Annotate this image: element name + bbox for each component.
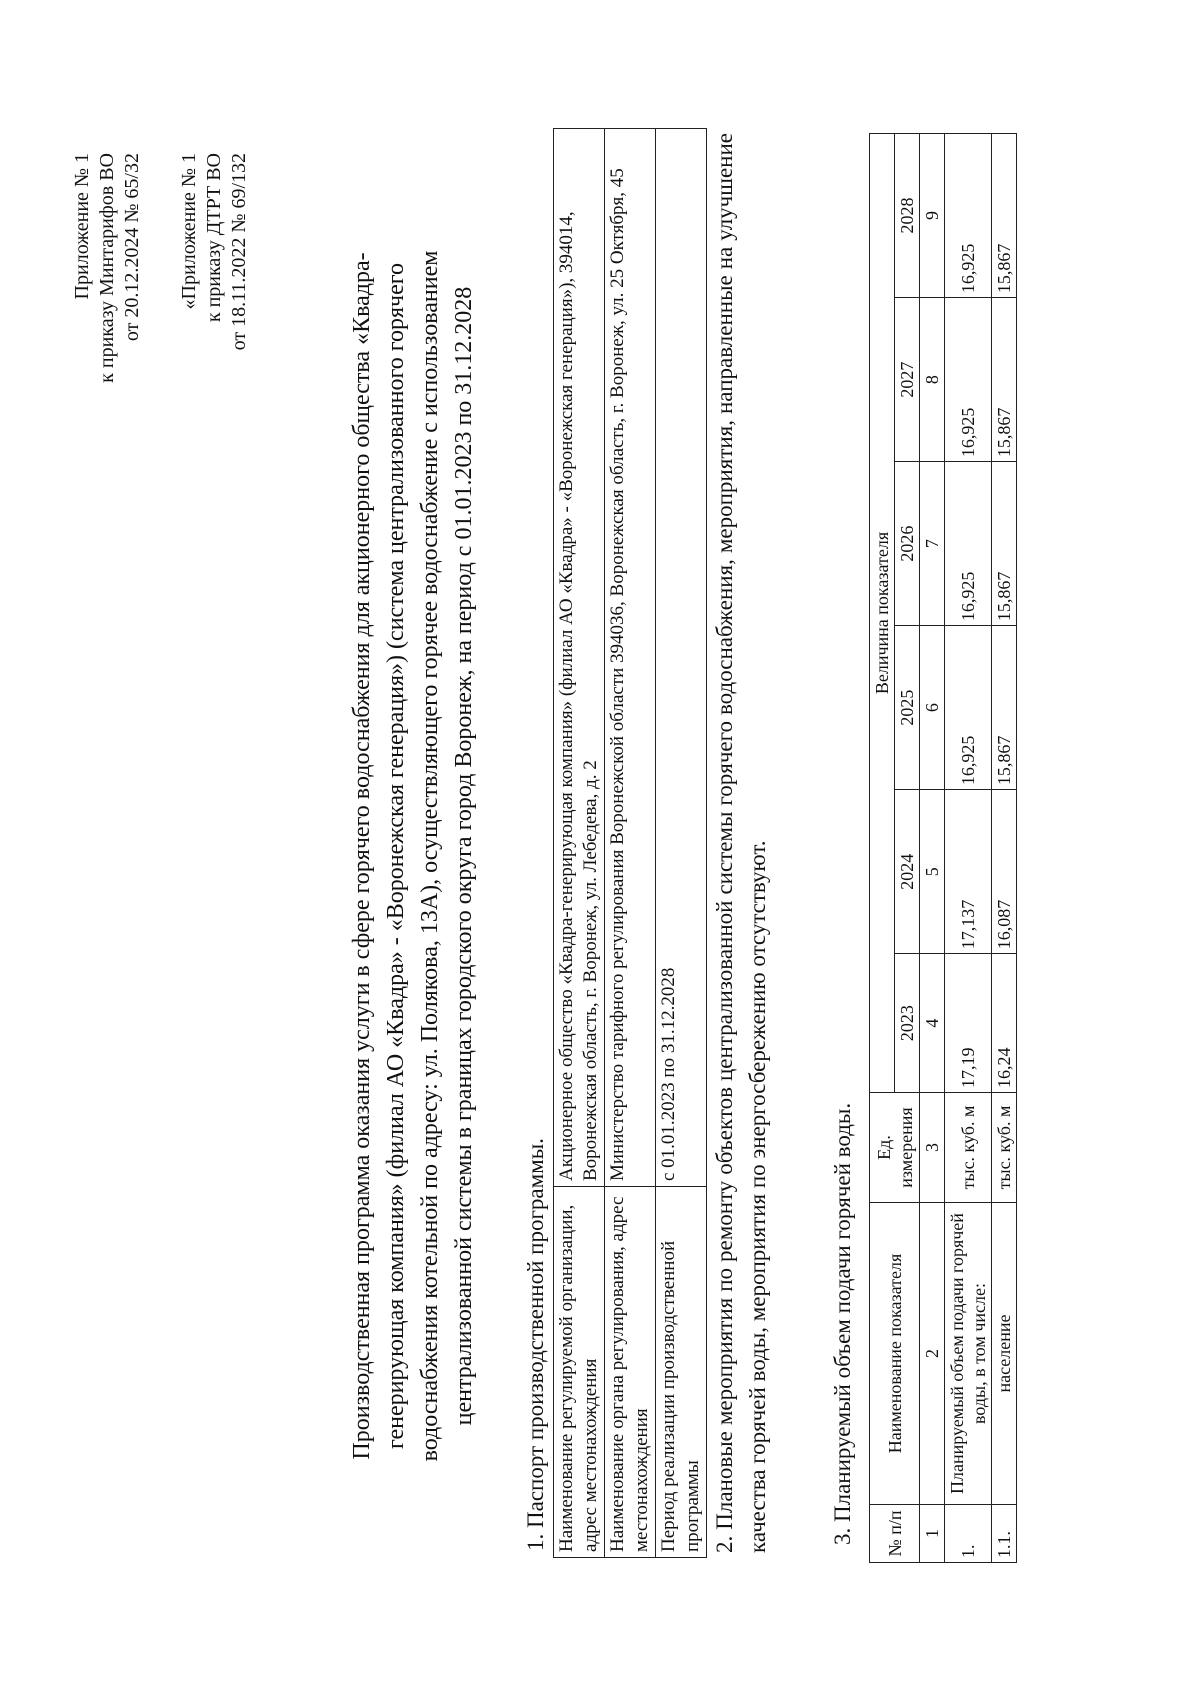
- water-volume-table: [869, 133, 1017, 1563]
- annex-line: Приложение № 1: [71, 153, 93, 300]
- year-header: 2023: [895, 954, 920, 1093]
- annex-line: от 18.11.2022 № 69/132: [228, 153, 250, 351]
- year-header: 2028: [895, 134, 920, 298]
- column-index: 9: [920, 134, 945, 298]
- column-index-row: [920, 134, 945, 1563]
- year-header: 2027: [895, 298, 920, 462]
- passport-label: Наименование регулируемой организации, адрес местонахождения: [554, 1187, 605, 1558]
- passport-label: Период реализации производственной программы: [656, 1187, 707, 1558]
- column-header-name: Наименование показателя: [870, 1203, 920, 1505]
- row-value: 15,867: [992, 626, 1017, 790]
- column-index: 2: [920, 1203, 945, 1505]
- row-unit: тыс. куб. м: [945, 1093, 992, 1203]
- column-index: 3: [920, 1093, 945, 1203]
- table-row: [945, 134, 992, 1563]
- row-number: 1.: [945, 1505, 992, 1563]
- table-row: [656, 129, 707, 1558]
- annex-line: к приказу ДТРТ ВО: [203, 153, 225, 323]
- column-index: 8: [920, 298, 945, 462]
- row-name: Планируемый объем подачи горячей воды, в том числе:: [945, 1203, 992, 1505]
- column-group-header: Величина показателя: [870, 134, 895, 1093]
- annex-line: к приказу Минтарифов ВО: [96, 153, 118, 383]
- row-name: население: [992, 1203, 1017, 1505]
- table-row: [605, 129, 656, 1558]
- column-index: 7: [920, 462, 945, 626]
- annex-line: от 20.12.2024 № 65/32: [121, 153, 143, 342]
- title-line: Производственная программа оказания услуги в сфере горячего водоснабжения для акционерного общества «Квадра-: [349, 252, 375, 1460]
- row-value: 16,087: [992, 790, 1017, 954]
- row-value: 16,24: [992, 954, 1017, 1093]
- section3-heading: 3. Планируемый объем подачи горячей воды.: [830, 1102, 855, 1545]
- row-value: 17,137: [945, 790, 992, 954]
- year-header: 2025: [895, 626, 920, 790]
- column-index: 6: [920, 626, 945, 790]
- column-header-unit: Ед. измерения: [870, 1093, 920, 1203]
- column-index: 5: [920, 790, 945, 954]
- passport-table: [553, 128, 707, 1558]
- row-value: 15,867: [992, 134, 1017, 298]
- annex-header-current: [70, 153, 145, 573]
- passport-value: Министерство тарифного регулирования Воронежской области 394036, Воронежская область, г. Воронеж, ул. 25 Октября, 45: [605, 129, 656, 1187]
- table-row: [554, 129, 605, 1558]
- column-index: 1: [920, 1505, 945, 1563]
- section2-text: 2. Плановые мероприятия по ремонту объектов централизованной системы горячего водоснабжения, мероприятия, направленные на улучшение качества горячей воды, мероприятия по энергосбережению отсутствуют.: [712, 133, 770, 1553]
- row-value: 17,19: [945, 954, 992, 1093]
- row-unit: тыс. куб. м: [992, 1093, 1017, 1203]
- row-value: 15,867: [992, 298, 1017, 462]
- row-value: 16,925: [945, 298, 992, 462]
- title-line: централизованной системы в границах городского округа город Воронеж, на период с 01.01.2023 по 31.12.2028: [451, 286, 477, 1426]
- passport-value: с 01.01.2023 по 31.12.2028: [656, 129, 707, 1187]
- table-row: [992, 134, 1017, 1563]
- year-header: 2024: [895, 790, 920, 954]
- annex-line: «Приложение № 1: [178, 153, 200, 310]
- annex-header-original: [177, 153, 252, 573]
- year-header: 2026: [895, 462, 920, 626]
- title-line: генерирующая компания» (филиал АО «Квадра» - «Воронежская генерация») (система централизованного горячего: [383, 262, 409, 1450]
- row-value: 16,925: [945, 626, 992, 790]
- passport-label: Наименование органа регулирования, адрес местонахождения: [605, 1187, 656, 1558]
- title-line: водоснабжения котельной по адресу: ул. Полякова, 13А), осуществляющего горячее водоснабжение с использованием: [417, 250, 443, 1462]
- document-title: [345, 151, 481, 1561]
- row-value: 15,867: [992, 462, 1017, 626]
- row-value: 16,925: [945, 134, 992, 298]
- row-number: 1.1.: [992, 1505, 1017, 1563]
- column-index: 4: [920, 954, 945, 1093]
- passport-value: Акционерное общество «Квадра-генерирующая компания» (филиал АО «Квадра» - «Воронежская генерация»), 394014, Воронежская область, г. Воронеж, ул. Лебедева, д. 2: [554, 129, 605, 1187]
- table-header-row: [870, 134, 895, 1563]
- section1-heading: 1. Паспорт производственной программы.: [523, 1138, 548, 1551]
- row-value: 16,925: [945, 462, 992, 626]
- column-header-number: № п/п: [870, 1505, 920, 1563]
